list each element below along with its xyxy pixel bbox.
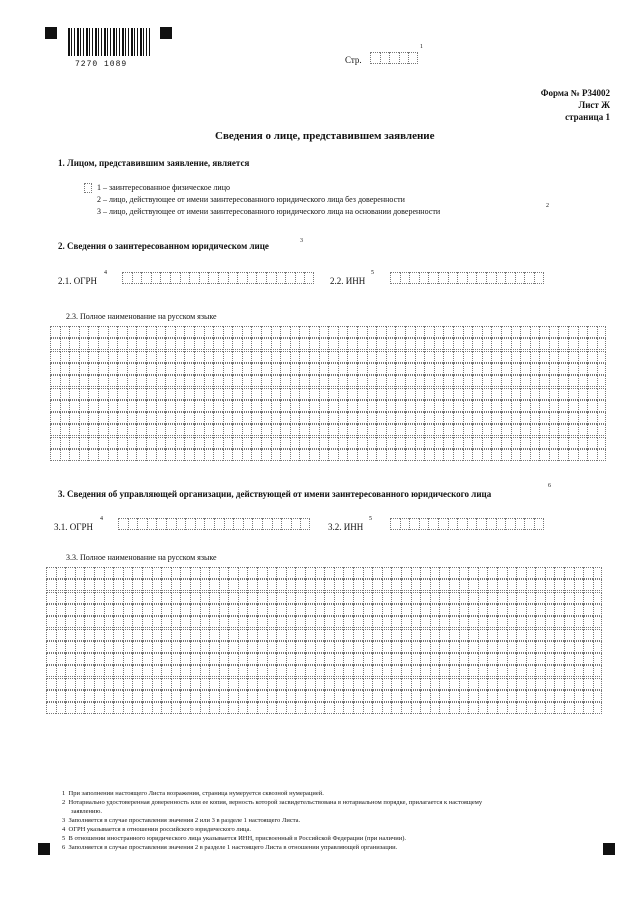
footnote-1: При заполнении настоящего Листа возражения, страница нумеруется сквозной нумерацией. (68, 790, 324, 797)
footnote-3: Заполняется в случае проставления значения 2 или 3 в разделе 1 настоящего Листа. (68, 817, 301, 824)
grid-row[interactable] (46, 604, 602, 616)
barcode-number: 7270 1089 (75, 60, 128, 69)
grid-row[interactable] (50, 363, 606, 375)
sheet-label: Лист Ж (578, 100, 610, 110)
grid-row[interactable] (46, 690, 602, 702)
inn-label-2: 2.2. ИНН (330, 276, 366, 286)
footnote-5: В отношении иностранного юридического лица указывается ИНН, присвоенный в Российской Федерации (при наличии). (68, 835, 407, 842)
section1-heading: 1. Лицом, представившим заявление, является (58, 158, 250, 168)
option-3: 3 – лицо, действующее от имени заинтересованного юридического лица на основании доверенности (97, 207, 441, 216)
ogrn-cells-2[interactable] (122, 272, 314, 284)
grid-row[interactable] (50, 400, 606, 412)
ogrn-label-3: 3.1. ОГРН (54, 522, 93, 532)
option-2: 2 – лицо, действующее от имени заинтересованного юридического лица без доверенности (97, 195, 405, 204)
grid-row[interactable] (50, 424, 606, 436)
ogrn-sup-3: 4 (100, 516, 103, 522)
footnote-4: ОГРН указывается в отношении российского юридического лица. (68, 826, 252, 833)
page-superscript: 1 (420, 44, 423, 50)
ogrn-sup-2: 4 (104, 270, 107, 276)
name-label-3: 3.3. Полное наименование на русском языке (66, 553, 217, 562)
page-number-cells[interactable] (370, 52, 418, 64)
choice-box[interactable] (84, 183, 92, 193)
footnote-2: Нотариально удостоверенная доверенность или ее копия, верность которой засвидетельствована в нотариальном порядке, прилагается к настоящему (68, 799, 483, 806)
grid-row[interactable] (46, 641, 602, 653)
inn-sup-3: 5 (369, 516, 372, 522)
grid-row[interactable] (46, 567, 602, 579)
form-number: Форма № Р34002 (540, 88, 610, 98)
grid-row[interactable] (50, 375, 606, 387)
grid-row[interactable] (46, 678, 602, 690)
footnote-6: Заполняется в случае проставления значения 2 в разделе 1 настоящего Листа в отношении управляющей организации. (68, 844, 398, 851)
sheet-page: страница 1 (565, 112, 610, 122)
registration-marker-top-left (45, 27, 57, 39)
inn-sup-2: 5 (371, 270, 374, 276)
grid-row[interactable] (46, 653, 602, 665)
option-3-sup: 2 (546, 203, 549, 209)
grid-row[interactable] (50, 437, 606, 449)
name-label-2: 2.3. Полное наименование на русском языке (66, 312, 217, 321)
grid-row[interactable] (50, 338, 606, 350)
registration-marker-top-center (160, 27, 172, 39)
grid-row[interactable] (46, 629, 602, 641)
section2-heading-sup: 3 (300, 238, 303, 244)
page-title: Сведения о лице, представившем заявление (215, 130, 435, 142)
footnote-2-cont: заявлению. (71, 808, 102, 815)
grid-row[interactable] (46, 579, 602, 591)
inn-cells-3[interactable] (390, 518, 544, 530)
ogrn-label-2: 2.1. ОГРН (58, 276, 97, 286)
grid-row[interactable] (46, 616, 602, 628)
grid-row[interactable] (50, 326, 606, 338)
inn-cells-2[interactable] (390, 272, 544, 284)
barcode (68, 28, 150, 56)
section2-heading: 2. Сведения о заинтересованном юридическом лице (58, 241, 269, 251)
section3-heading-sup: 6 (548, 483, 551, 489)
grid-row[interactable] (46, 665, 602, 677)
registration-marker-bottom-right (603, 843, 615, 855)
registration-marker-bottom-left (38, 843, 50, 855)
grid-row[interactable] (50, 351, 606, 363)
grid-row[interactable] (50, 412, 606, 424)
grid-row[interactable] (50, 449, 606, 461)
grid-row[interactable] (46, 592, 602, 604)
grid-row[interactable] (50, 388, 606, 400)
page-label: Стр. (345, 55, 362, 65)
ogrn-cells-3[interactable] (118, 518, 310, 530)
section3-heading: 3. Сведения об управляющей организации, действующей от имени заинтересованного юридического лица (58, 489, 492, 499)
option-1: 1 – заинтересованное физическое лицо (97, 183, 230, 192)
inn-label-3: 3.2. ИНН (328, 522, 364, 532)
grid-row[interactable] (46, 702, 602, 714)
